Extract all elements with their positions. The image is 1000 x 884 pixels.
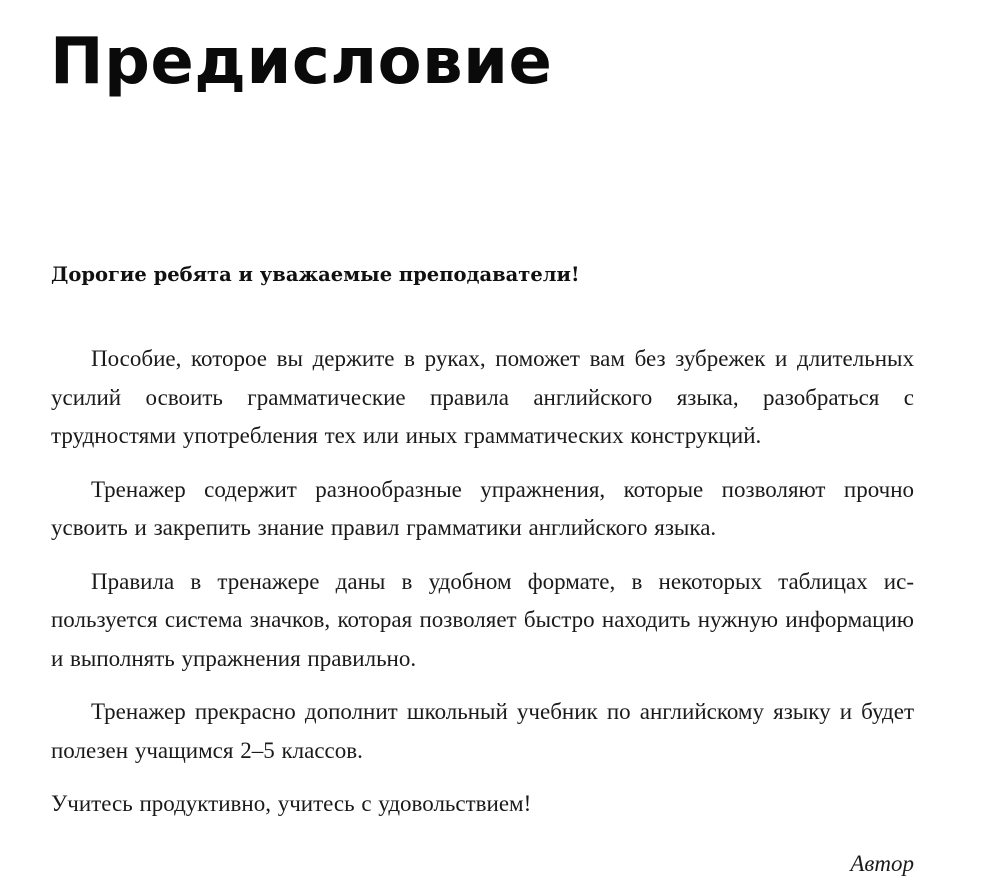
paragraph: Тренажер прекрасно дополнит школьный учебник по английскому языку и будет полезен учащимся 2–5 классов. (51, 699, 914, 763)
greeting-heading: Дорогие ребята и уважаемые преподаватели! (51, 263, 580, 286)
closing-line: Учитесь продуктивно, учитесь с удовольствием! (51, 791, 532, 816)
paragraph: Правила в тренажере даны в удобном формате, в некоторых таблицах используется система значков, которая позволяет быстро находить нужную информацию и выполнять упражнения правильно. (51, 568, 914, 671)
author-signature: Автор (850, 851, 914, 876)
page-title: Предисловие (50, 25, 553, 99)
preface-body (51, 340, 914, 824)
paragraph: Пособие, которое вы держите в руках, поможет вам без зубрежек и длительных усилий освоить грамматические правила английского языка, разобраться с трудностями употребления тех или иных грамматических конструкций. (51, 346, 914, 448)
paragraph: Тренажер содержит разнообразные упражнения, которые позволяют прочно усвоить и закрепить знание правил грамматики английского языка. (51, 476, 914, 540)
